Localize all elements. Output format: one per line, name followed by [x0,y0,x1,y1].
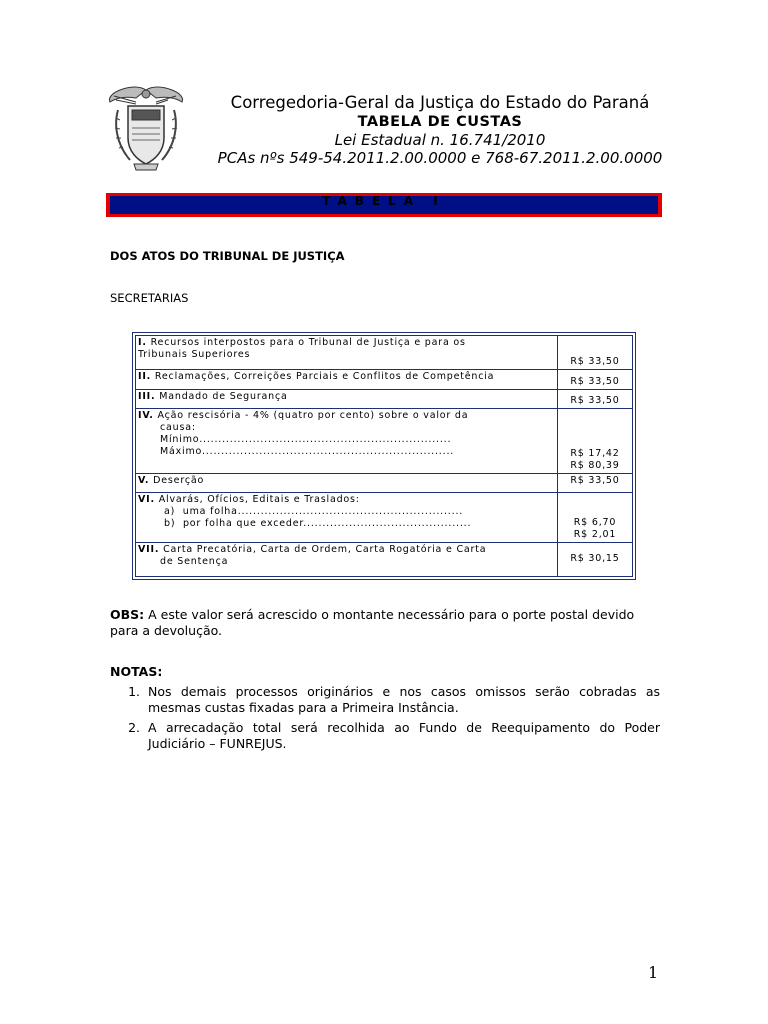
row-text: Mandado de Segurança [159,390,288,402]
table-row [136,473,633,492]
row-text: a) uma folha........................................................... [164,505,464,517]
document-title: TABELA DE CUSTAS [357,114,523,130]
row-number: II. [138,371,152,383]
row-number: VI. [138,493,155,505]
row-number: I. [138,337,147,348]
row-text: de Sentença [160,555,229,567]
table-row [136,389,633,408]
costs-table-frame [132,332,636,580]
section-title: DOS ATOS DO TRIBUNAL DE JUSTIÇA [110,249,345,263]
row-value: R$ 33,50 [558,389,633,408]
organization-name: Corregedoria-Geral da Justiça do Estado do Paraná [230,93,650,112]
table-banner [106,193,662,217]
row-text: b) por folha que exceder............................................ [164,517,472,529]
table-row [136,336,633,370]
row-text: Ação rescisória - 4% (quatro por cento) sobre o valor da [157,409,469,421]
row-description [136,542,558,576]
list-item [110,684,660,716]
costs-table [135,335,633,577]
coat-of-arms-icon [106,84,186,172]
row-number: VII. [138,543,160,555]
list-item [110,720,660,752]
row-text: Carta Precatória, Carta de Ordem, Carta Rogatória e Carta [163,543,487,555]
row-text: Máximo.................................................................. [160,445,455,457]
notes-title: NOTAS: [110,664,163,679]
notes-list [110,684,660,756]
table-row [136,492,633,542]
row-value: R$ 17,42 R$ 80,39 [558,408,633,473]
row-text: Deserção [153,474,205,486]
row-value: R$ 33,50 [558,473,633,492]
row-text: Recursos interpostos para o Tribunal de Justiça e para os [150,337,466,348]
row-description [136,370,558,389]
row-description [136,492,558,542]
table-row [136,542,633,576]
row-description [136,389,558,408]
banner-label: TABELA I [110,196,658,214]
law-reference: Lei Estadual n. 16.741/2010 [334,131,546,149]
note-number: 2. [128,720,140,735]
row-description [136,408,558,473]
row-value: R$ 33,50 [558,370,633,389]
note-text: Nos demais processos originários e nos casos omissos serão cobradas as mesmas custas fixadas para a Primeira Instância. [148,684,660,715]
table-row [136,408,633,473]
row-text: Tribunais Superiores [138,349,251,360]
row-value: R$ 33,50 [558,336,633,370]
row-text: causa: [160,421,196,433]
obs-label: OBS: [110,607,145,622]
row-value: R$ 30,15 [558,542,633,576]
pcas-reference: PCAs nºs 549-54.2011.2.00.0000 e 768-67.2011.2.00.0000 [217,149,663,167]
row-description [136,473,558,492]
row-description [136,336,558,370]
row-text: Reclamações, Correições Parciais e Conflitos de Competência [154,371,495,383]
obs-text: A este valor será acrescido o montante necessário para o porte postal devido para a devolução. [110,607,635,638]
observation-paragraph [110,607,660,639]
page-number: 1 [648,963,659,982]
subsection-title: SECRETARIAS [110,291,189,305]
row-number: V. [138,474,150,486]
note-number: 1. [128,684,140,699]
table-row [136,370,633,389]
row-text: Mínimo.................................................................. [160,433,452,445]
row-value: R$ 6,70 R$ 2,01 [558,492,633,542]
note-text: A arrecadação total será recolhida ao Fundo de Reequipamento do Poder Judiciário – FUNREJUS. [148,720,660,751]
row-number: IV. [138,409,154,421]
row-text: Alvarás, Ofícios, Editais e Traslados: [158,493,360,505]
row-number: III. [138,390,156,402]
